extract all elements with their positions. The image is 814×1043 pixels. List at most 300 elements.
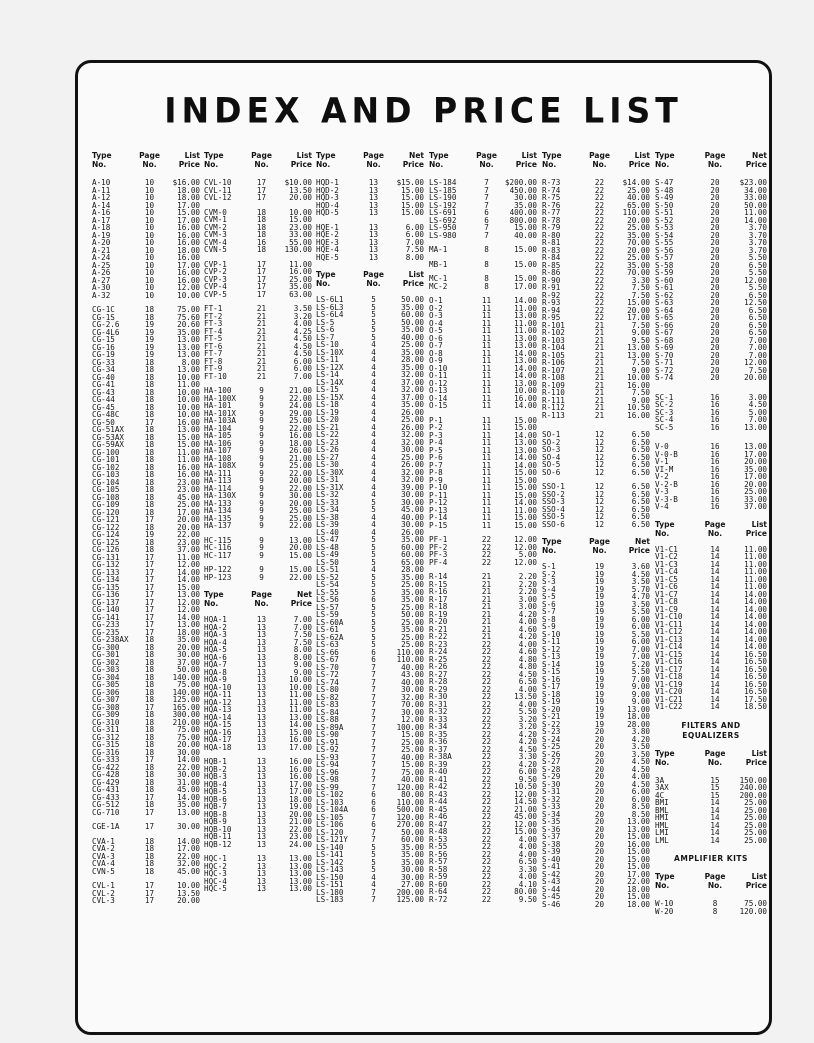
- page-number: 16: [710, 415, 720, 424]
- type-number: 4C: [655, 790, 665, 800]
- type-number: S-69: [655, 343, 674, 352]
- page-number: 9: [259, 431, 264, 440]
- type-number: CG-512: [92, 800, 120, 809]
- price: 13.00: [514, 445, 537, 455]
- type-number: LS-99: [316, 782, 339, 792]
- price: 130.00: [284, 245, 312, 254]
- price: 4.20: [518, 609, 537, 619]
- price: 18.50: [744, 702, 767, 711]
- price: 13.00: [289, 854, 312, 863]
- type-number: S-34: [542, 809, 561, 819]
- price: 14.00: [177, 612, 200, 622]
- page-number: 5: [371, 317, 376, 327]
- type-number: HA-105: [204, 431, 232, 440]
- page-number: 22: [481, 737, 492, 746]
- type-number: LS-192: [429, 200, 457, 210]
- type-number: SSO-3: [542, 497, 565, 506]
- type-number: LS-63: [316, 640, 339, 649]
- price: 4.00: [293, 319, 312, 328]
- price: 6.50: [631, 452, 650, 462]
- page-number: 6: [371, 647, 376, 657]
- price-row: [316, 896, 424, 904]
- price: 35.00: [627, 260, 650, 270]
- price: 10.00: [177, 290, 200, 300]
- type-number: S-60: [655, 275, 674, 285]
- price: 35.00: [289, 282, 312, 291]
- price: 13.00: [514, 438, 537, 447]
- type-number: S-62: [655, 290, 674, 300]
- page-number: 9: [259, 401, 264, 410]
- price: 39.00: [401, 482, 424, 492]
- price: 33.00: [744, 193, 767, 202]
- page-number: 4: [371, 422, 376, 432]
- price: 24.00: [289, 839, 312, 849]
- price-row: [204, 246, 312, 254]
- type-number: CG-15: [92, 335, 115, 344]
- price: 6.50: [631, 430, 650, 439]
- page-number: 13: [368, 193, 379, 202]
- page-number: 22: [481, 707, 492, 716]
- page-number: 7: [371, 760, 376, 769]
- type-number: S-45: [542, 892, 561, 901]
- page-number: 16: [710, 487, 720, 496]
- page-number: 20: [710, 215, 720, 225]
- price: 3.30: [518, 864, 537, 874]
- page-number: 7: [371, 670, 376, 679]
- page-number: 18: [144, 665, 155, 674]
- price: 3.00: [518, 602, 537, 611]
- price: 140.00: [172, 672, 200, 682]
- price-row: [655, 374, 767, 382]
- page-number: 4: [371, 452, 376, 462]
- page-number: 17: [144, 605, 155, 614]
- type-number: S-50: [655, 200, 674, 210]
- type-number: R-44: [429, 797, 448, 806]
- type-number: CG-428: [92, 770, 120, 779]
- type-number: CG-126: [92, 545, 120, 554]
- page-number: 19: [144, 350, 155, 359]
- price: 40.00: [401, 662, 424, 672]
- page-number: 18: [144, 507, 155, 517]
- page-number: 14: [710, 559, 720, 569]
- type-number: S-41: [542, 862, 561, 871]
- page-number: 17: [256, 289, 267, 299]
- type-number: R-16: [429, 587, 448, 596]
- type-number: S-58: [655, 260, 674, 270]
- type-number: HA-100X: [204, 393, 237, 403]
- price: 25.00: [401, 632, 424, 642]
- price: 6.00: [631, 794, 650, 804]
- type-number: SSO-4: [542, 504, 565, 514]
- column-header: [204, 151, 312, 169]
- price: 16.00: [289, 772, 312, 781]
- price: 7.00: [748, 343, 767, 352]
- price: 17.00: [627, 869, 650, 879]
- page-number: 20: [710, 335, 720, 345]
- price: 37.00: [177, 545, 200, 554]
- type-number: R-108: [542, 373, 565, 382]
- type-number: V1-C11: [655, 619, 683, 629]
- page-number: 5: [371, 550, 376, 559]
- page-number: 13: [256, 667, 267, 677]
- page-number: 6: [484, 208, 489, 217]
- price: 5.20: [631, 659, 650, 669]
- page-number: 11: [481, 483, 492, 492]
- price: 4.00: [518, 684, 537, 694]
- price: 32.00: [401, 385, 424, 394]
- type-number: FT-7: [204, 349, 223, 358]
- page-number: 4: [371, 392, 376, 402]
- type-number: R-14: [429, 572, 448, 581]
- page-number: 22: [594, 215, 605, 225]
- page-number: 15: [710, 775, 720, 785]
- price: 25.00: [401, 640, 424, 649]
- type-number: LS-20: [316, 415, 339, 424]
- price: 9.00: [631, 697, 650, 706]
- type-number: SO-4: [542, 452, 561, 462]
- price-row: [204, 885, 312, 893]
- page-number: 10: [144, 268, 155, 277]
- type-number: VI-M: [655, 464, 674, 474]
- page-number: 17: [144, 896, 155, 905]
- header-page: Page No.: [704, 151, 726, 169]
- type-number: LS-14: [316, 370, 339, 379]
- price: 3.50: [631, 577, 650, 586]
- type-number: LS-184: [429, 178, 457, 187]
- type-number: LS-104A: [316, 805, 349, 814]
- header-type: Type No.: [316, 151, 336, 169]
- price: 13.50: [177, 888, 200, 898]
- page-number: 13: [256, 630, 267, 639]
- price: 3.20: [293, 311, 312, 321]
- price: 13.00: [177, 590, 200, 599]
- price: 25.00: [289, 274, 312, 284]
- type-number: LS-190: [429, 193, 457, 202]
- price: 16.00: [514, 393, 537, 403]
- type-number: R-47: [429, 819, 448, 829]
- type-number: S-9: [542, 622, 556, 631]
- price: 20.00: [627, 245, 650, 255]
- price: 50.00: [401, 295, 424, 304]
- type-number: LS-96: [316, 767, 339, 777]
- page-number: 22: [481, 692, 492, 701]
- price: 15.00: [177, 582, 200, 592]
- page-number: 15: [710, 790, 720, 800]
- page-number: 19: [594, 689, 605, 699]
- price: 17.50: [744, 694, 767, 704]
- header-price: List Price: [745, 519, 767, 538]
- price: 4.50: [518, 744, 537, 754]
- header-type: Type No.: [655, 872, 675, 890]
- header-price: List Price: [402, 270, 424, 288]
- type-number: R-93: [542, 298, 561, 307]
- type-number: R-43: [429, 789, 448, 799]
- page-number: 21: [594, 365, 605, 375]
- page-number: 13: [256, 787, 267, 796]
- type-number: O-12: [429, 378, 448, 388]
- type-number: O-4: [429, 318, 443, 328]
- page-number: 22: [481, 752, 492, 761]
- page-number: 19: [594, 667, 605, 676]
- type-number: CG-306: [92, 687, 120, 697]
- price: 35.00: [401, 362, 424, 372]
- type-number: S-64: [655, 305, 674, 315]
- page-number: 20: [594, 854, 605, 864]
- page-number: 19: [594, 562, 605, 571]
- price: 20.00: [627, 215, 650, 225]
- page-number: 18: [144, 851, 155, 861]
- type-number: A-17: [92, 215, 111, 225]
- page-number: 14: [710, 589, 720, 599]
- price: 7.00: [293, 371, 312, 381]
- type-number: CG-1S: [92, 312, 115, 322]
- price: 13.00: [177, 807, 200, 817]
- page-number: 20: [710, 350, 720, 360]
- type-number: R-106: [542, 358, 565, 367]
- page-number: 20: [710, 200, 720, 210]
- page-number: 6: [371, 655, 376, 664]
- price: 50.00: [177, 665, 200, 674]
- page-number: 11: [481, 296, 492, 305]
- type-number: R-79: [542, 223, 561, 232]
- type-number: LS-39: [316, 520, 339, 529]
- type-number: R-41: [429, 774, 448, 784]
- page-number: 20: [594, 869, 605, 879]
- type-number: MC-1: [429, 274, 448, 283]
- page-number: 22: [594, 178, 605, 187]
- type-number: HC-116: [204, 543, 232, 552]
- type-number: LS-5: [316, 317, 335, 327]
- price: 17.00: [177, 260, 200, 270]
- page-number: 4: [371, 475, 376, 484]
- price: 45.00: [177, 492, 200, 502]
- page-number: 13: [256, 779, 267, 789]
- type-number: S-22: [542, 719, 561, 729]
- page-number: 22: [594, 313, 605, 322]
- price: 30.00: [401, 685, 424, 694]
- price: 35.00: [401, 595, 424, 604]
- page-number: 4: [371, 490, 376, 499]
- page-number: 11: [481, 415, 492, 425]
- page-number: 4: [371, 407, 376, 417]
- price-row: [316, 254, 424, 262]
- price: 35.00: [401, 587, 424, 597]
- type-number: HQA-18: [204, 742, 232, 752]
- type-number: S-43: [542, 877, 561, 886]
- page-number: 7: [371, 737, 376, 747]
- price: 7.00: [293, 622, 312, 632]
- type-number: S-12: [542, 644, 561, 654]
- page-number: 18: [144, 680, 155, 689]
- price: 30.00: [401, 490, 424, 499]
- type-number: CG-43: [92, 387, 115, 397]
- type-number: HQA-12: [204, 697, 232, 707]
- price: 8.00: [293, 645, 312, 654]
- price: 20.00: [177, 740, 200, 749]
- page-number: 7: [371, 677, 376, 687]
- type-number: W-20: [655, 906, 674, 916]
- type-number: HQB-4: [204, 779, 227, 789]
- type-number: LS-80: [316, 685, 339, 694]
- column-header: [542, 537, 650, 555]
- page-number: 5: [371, 557, 376, 567]
- type-number: R-74: [542, 185, 561, 195]
- page-number: 20: [710, 178, 720, 187]
- price: 100.00: [396, 722, 424, 732]
- price: 4.00: [518, 842, 537, 851]
- type-number: LS-31X: [316, 482, 344, 492]
- page-number: 18: [144, 492, 155, 502]
- page-number: 17: [144, 567, 155, 577]
- type-number: V1-C16: [655, 657, 683, 666]
- page-number: 10: [144, 230, 155, 240]
- page-number: 19: [144, 342, 155, 352]
- price: 11.00: [177, 552, 200, 562]
- page-number: 22: [594, 208, 605, 217]
- price: 5.00: [748, 407, 767, 417]
- type-number: LS-70: [316, 662, 339, 672]
- page-number: 21: [256, 356, 267, 366]
- page-number: 22: [481, 550, 492, 559]
- page-number: 21: [594, 335, 605, 345]
- type-number: CVP-2: [204, 267, 227, 276]
- type-number: LS-15X: [316, 392, 344, 402]
- type-number: LS-59: [316, 610, 339, 619]
- page-number: 20: [594, 847, 605, 856]
- price: 12.00: [514, 535, 537, 544]
- type-number: LS-183: [316, 895, 344, 904]
- type-number: CG-50: [92, 417, 115, 427]
- page-number: 18: [144, 777, 155, 787]
- price: 10.00: [177, 881, 200, 890]
- header-price: Net Price: [290, 590, 312, 608]
- price: 4.80: [518, 662, 537, 671]
- page-number: 14: [710, 597, 720, 606]
- type-number: LS-691: [429, 208, 457, 217]
- price: 3.50: [631, 599, 650, 609]
- type-number: R-24: [429, 647, 448, 656]
- type-number: CVP-1: [204, 259, 227, 269]
- price: 10.00: [177, 402, 200, 412]
- type-number: CVM-2: [204, 222, 227, 232]
- type-number: V1-C17: [655, 664, 683, 674]
- type-number: S-35: [542, 817, 561, 826]
- price: 7.50: [293, 637, 312, 647]
- type-number: LS-52: [316, 572, 339, 582]
- type-number: V1-C4: [655, 567, 678, 576]
- type-number: S-38: [542, 839, 561, 849]
- price: 13.00: [514, 333, 537, 343]
- type-number: R-81: [542, 238, 561, 247]
- price: 6.00: [405, 222, 424, 232]
- price: 4.50: [631, 764, 650, 774]
- page-number: 18: [144, 732, 155, 742]
- type-number: R-40: [429, 767, 448, 776]
- type-number: S-61: [655, 283, 674, 292]
- header-page: Page No.: [363, 151, 384, 169]
- type-number: LS-21: [316, 422, 339, 432]
- page-number: 18: [144, 372, 155, 382]
- price: 13.00: [627, 824, 650, 834]
- page-number: 4: [371, 355, 376, 364]
- page-number: 5: [371, 302, 376, 312]
- type-number: LS-83: [316, 700, 339, 709]
- type-number: S-65: [655, 313, 674, 322]
- page-number: 4: [371, 340, 376, 349]
- price: 15.00: [514, 274, 537, 283]
- page-number: 5: [371, 602, 376, 612]
- type-number: R-101: [542, 320, 565, 330]
- page-number: 13: [256, 660, 267, 669]
- price: 70.00: [627, 238, 650, 247]
- price: 2.20: [518, 579, 537, 589]
- page-number: 22: [594, 238, 605, 247]
- price: 4.50: [631, 757, 650, 766]
- type-number: CG-51AX: [92, 425, 125, 434]
- page-number: 20: [594, 877, 605, 886]
- type-number: CG-103: [92, 470, 120, 479]
- price: 200.00: [396, 887, 424, 897]
- page-number: 9: [259, 483, 264, 493]
- price: 18.00: [627, 712, 650, 721]
- price: 2.20: [518, 587, 537, 596]
- price: 450.00: [509, 185, 537, 195]
- type-number: HQB-12: [204, 839, 232, 849]
- price: 5.00: [518, 550, 537, 559]
- price: 11.00: [289, 690, 312, 699]
- type-number: LS-30X: [316, 467, 344, 477]
- price: 14.00: [744, 634, 767, 644]
- price: $23.00: [739, 178, 767, 187]
- page-number: 20: [710, 328, 720, 337]
- type-number: V1-C5: [655, 574, 678, 584]
- type-number: V1-C14: [655, 642, 683, 651]
- price: 15.00: [289, 727, 312, 737]
- type-number: HC-117: [204, 550, 232, 560]
- price: 18.00: [289, 438, 312, 448]
- page-number: 13: [256, 757, 267, 766]
- page-number: 13: [256, 682, 267, 692]
- page-number: 11: [481, 386, 492, 395]
- page-number: 22: [481, 557, 492, 567]
- type-number: P-12: [429, 498, 448, 507]
- price: 16.00: [289, 757, 312, 766]
- page-number: 15: [710, 783, 720, 792]
- price: 8.00: [181, 357, 200, 367]
- type-number: HQB-8: [204, 809, 227, 819]
- price: 9.00: [293, 660, 312, 669]
- type-number: R-109: [542, 380, 565, 390]
- type-number: MB-1: [429, 259, 448, 269]
- type-number: LS-54: [316, 580, 339, 589]
- type-number: HQA-1: [204, 615, 227, 624]
- type-number: LS-93: [316, 752, 339, 762]
- type-number: HQC-3: [204, 869, 227, 878]
- type-number: R-46: [429, 812, 448, 821]
- price: 50.00: [401, 317, 424, 327]
- page-number: 18: [144, 395, 155, 404]
- page-number: 7: [371, 722, 376, 732]
- price: 4.10: [518, 879, 537, 889]
- page-number: 11: [481, 333, 492, 343]
- type-number: CG-302: [92, 657, 120, 667]
- page-number: 22: [481, 789, 492, 799]
- price: 7.00: [631, 674, 650, 684]
- type-number: CG-131: [92, 552, 120, 562]
- price: 11.00: [514, 318, 537, 328]
- page-number: 22: [481, 662, 492, 671]
- type-number: CG-422: [92, 762, 120, 772]
